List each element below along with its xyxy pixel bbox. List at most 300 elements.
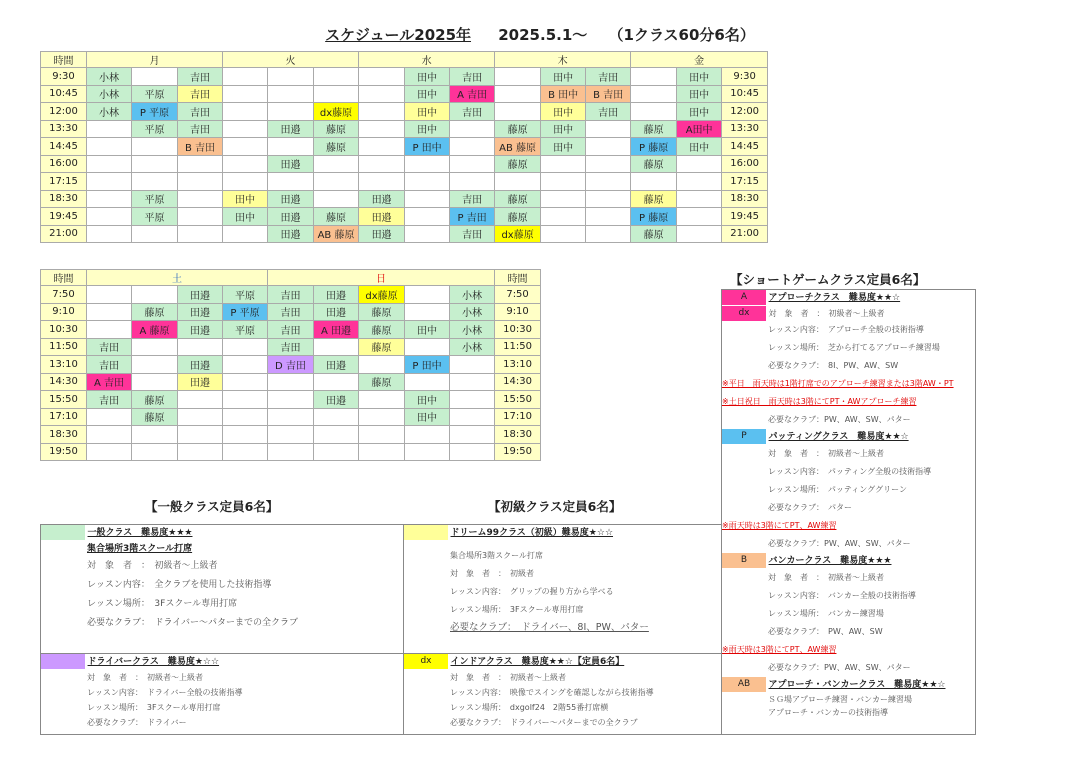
slot-cell	[223, 103, 268, 121]
putting-content: レッスン内容： パッティング全般の技術指導	[768, 467, 932, 476]
schedule-row	[41, 138, 768, 156]
driver-target: 対 象 者 ： 初級者～上級者	[87, 673, 203, 682]
slot-cell	[405, 443, 450, 461]
time-cell-right: 21:00	[722, 225, 768, 243]
time-cell-right: 15:50	[495, 391, 541, 409]
time-cell: 7:50	[41, 286, 87, 304]
slot-cell	[132, 225, 178, 243]
slot-cell: 小林	[87, 85, 132, 103]
slot-cell: 吉田	[268, 286, 314, 304]
dream-class-box	[403, 524, 722, 654]
slot-cell	[541, 173, 586, 191]
slot-cell	[268, 426, 314, 444]
slot-cell	[405, 303, 450, 321]
schedule-row	[41, 85, 768, 103]
slot-cell	[132, 155, 178, 173]
slot-cell	[223, 356, 268, 374]
slot-cell	[87, 303, 132, 321]
slot-cell	[405, 190, 450, 208]
approach-dx-badge: dx	[722, 306, 766, 321]
slot-cell	[268, 173, 314, 191]
slot-cell	[359, 173, 405, 191]
slot-cell: 田中	[405, 85, 450, 103]
slot-cell	[223, 173, 268, 191]
slot-cell: 吉田	[87, 391, 132, 409]
slot-cell: P 平原	[223, 303, 268, 321]
slot-cell	[359, 155, 405, 173]
title-main: スケジュール2025年	[325, 26, 472, 44]
time-cell-right: 19:45	[722, 208, 768, 226]
general-clubs: 必要なクラブ： ドライバー～パターまでの全クラブ	[87, 618, 299, 628]
slot-cell	[132, 443, 178, 461]
slot-cell	[132, 173, 178, 191]
slot-cell: 田邉	[268, 190, 314, 208]
bunker-rain-clubs: 必要なクラブ：PW、AW、SW、パター	[768, 663, 911, 672]
slot-cell: 田邉	[178, 373, 223, 391]
indoor-class-heading: インドアクラス 難易度★★☆【定員6名】	[450, 657, 625, 667]
slot-cell	[268, 443, 314, 461]
slot-cell	[178, 443, 223, 461]
slot-cell	[450, 408, 495, 426]
time-cell-right: 18:30	[495, 426, 541, 444]
slot-cell	[586, 208, 631, 226]
time-cell-right: 19:50	[495, 443, 541, 461]
slot-cell: 藤原	[631, 190, 677, 208]
slot-cell: 田邉	[314, 286, 359, 304]
general-target: 対 象 者 ： 初級者～上級者	[87, 561, 218, 571]
slot-cell: 田邉	[268, 225, 314, 243]
slot-cell	[359, 138, 405, 156]
slot-cell	[495, 85, 541, 103]
slot-cell: 藤原	[495, 190, 541, 208]
slot-cell: 田中	[405, 103, 450, 121]
schedule-row	[41, 225, 768, 243]
schedule-row	[41, 373, 541, 391]
schedule-row	[41, 443, 541, 461]
slot-cell	[586, 138, 631, 156]
slot-cell: 藤原	[631, 120, 677, 138]
time-cell: 10:45	[41, 85, 87, 103]
dream-class-heading: ドリーム99クラス（初級）難易度★☆☆	[450, 528, 614, 538]
time-cell-right: 7:50	[495, 286, 541, 304]
time-cell-right: 9:10	[495, 303, 541, 321]
slot-cell	[223, 338, 268, 356]
bunker-clubs: 必要なクラブ： PW、AW、SW	[768, 627, 883, 636]
slot-cell: 田中	[405, 120, 450, 138]
slot-cell	[359, 120, 405, 138]
schedule-row	[41, 286, 541, 304]
slot-cell: 田中	[223, 208, 268, 226]
slot-cell	[631, 173, 677, 191]
time-cell: 15:50	[41, 391, 87, 409]
slot-cell	[677, 155, 722, 173]
time-cell: 9:30	[41, 68, 87, 86]
slot-cell: 吉田	[586, 68, 631, 86]
slot-cell: 平原	[132, 190, 178, 208]
bunker-target: 対 象 者 ： 初級者～上級者	[768, 573, 884, 582]
slot-cell: 田中	[223, 190, 268, 208]
slot-cell: 田中	[677, 68, 722, 86]
bunker-content: レッスン内容： バンカー全般の技術指導	[768, 591, 916, 600]
slot-cell	[268, 68, 314, 86]
slot-cell: 田中	[677, 103, 722, 121]
slot-cell	[586, 225, 631, 243]
slot-cell: B 吉田	[586, 85, 631, 103]
schedule-row	[41, 408, 541, 426]
title-note: （1クラス60分6名）	[608, 26, 755, 44]
slot-cell: 藤原	[495, 120, 541, 138]
slot-cell: P 平原	[132, 103, 178, 121]
time-cell-right: 11:50	[495, 338, 541, 356]
slot-cell	[314, 68, 359, 86]
slot-cell: 吉田	[450, 225, 495, 243]
slot-cell: A田中	[677, 120, 722, 138]
slot-cell	[178, 155, 223, 173]
slot-cell: 藤原	[314, 208, 359, 226]
slot-cell	[223, 408, 268, 426]
schedule-row	[41, 103, 768, 121]
slot-cell	[541, 208, 586, 226]
slot-cell	[223, 443, 268, 461]
slot-cell	[586, 155, 631, 173]
slot-cell	[450, 120, 495, 138]
indoor-content: レッスン内容： 映像でスイングを確認しながら技術指導	[450, 688, 654, 697]
schedule-row	[41, 426, 541, 444]
slot-cell	[87, 155, 132, 173]
slot-cell: 藤原	[359, 373, 405, 391]
time-cell-right: 18:30	[722, 190, 768, 208]
short-game-section-title: 【ショートゲームクラス定員6名】	[730, 272, 926, 287]
bunker-rain-note: ※雨天時は3階にてPT、AW練習	[722, 645, 837, 654]
slot-cell	[495, 103, 541, 121]
slot-cell: 田中	[405, 408, 450, 426]
slot-cell: 吉田	[178, 68, 223, 86]
slot-cell	[677, 173, 722, 191]
ab-class-heading: アプローチ・バンカークラス 難易度★★☆	[768, 680, 946, 690]
slot-cell	[631, 85, 677, 103]
slot-cell: 藤原	[631, 155, 677, 173]
slot-cell: A 吉田	[450, 85, 495, 103]
time-cell: 21:00	[41, 225, 87, 243]
slot-cell	[178, 208, 223, 226]
slot-cell: P 田中	[405, 356, 450, 374]
slot-cell: dx藤原	[314, 103, 359, 121]
driver-clubs: 必要なクラブ： ドライバー	[87, 718, 187, 727]
slot-cell	[495, 68, 541, 86]
slot-cell: 藤原	[359, 303, 405, 321]
weekend-header-row	[41, 270, 541, 286]
slot-cell	[314, 190, 359, 208]
slot-cell: 吉田	[268, 303, 314, 321]
slot-cell	[495, 173, 541, 191]
slot-cell: 田邉	[268, 120, 314, 138]
slot-cell	[87, 208, 132, 226]
driver-class-box	[40, 653, 404, 735]
putting-rain-clubs: 必要なクラブ：PW、AW、SW、パター	[768, 539, 911, 548]
slot-cell	[268, 103, 314, 121]
slot-cell: dx藤原	[495, 225, 541, 243]
ab-content: アプローチ・バンカーの技術指導	[768, 708, 888, 717]
time-header-right: 時間	[495, 270, 541, 286]
slot-cell: AB 藤原	[314, 225, 359, 243]
slot-cell: 藤原	[132, 391, 178, 409]
slot-cell: 平原	[223, 286, 268, 304]
slot-cell	[223, 85, 268, 103]
slot-cell	[87, 225, 132, 243]
slot-cell	[223, 68, 268, 86]
slot-cell: 吉田	[178, 85, 223, 103]
general-section-title: 【一般クラス定員6名】	[145, 499, 279, 514]
slot-cell: 田邉	[178, 303, 223, 321]
slot-cell: 田邉	[178, 356, 223, 374]
dream-target: 対 象 者 ： 初級者	[450, 569, 534, 578]
approach-rain-clubs: 必要なクラブ：PW、AW、SW、パター	[768, 415, 911, 424]
time-cell: 18:30	[41, 190, 87, 208]
slot-cell	[223, 225, 268, 243]
time-cell-right: 10:30	[495, 321, 541, 339]
slot-cell: B 田中	[541, 85, 586, 103]
slot-cell	[631, 103, 677, 121]
schedule-row	[41, 68, 768, 86]
slot-cell	[586, 190, 631, 208]
schedule-row	[41, 356, 541, 374]
slot-cell: 小林	[87, 103, 132, 121]
slot-cell: AB 藤原	[495, 138, 541, 156]
putting-clubs: 必要なクラブ： パター	[768, 503, 852, 512]
slot-cell	[541, 190, 586, 208]
slot-cell	[359, 85, 405, 103]
slot-cell	[450, 373, 495, 391]
time-cell: 13:10	[41, 356, 87, 374]
slot-cell	[132, 373, 178, 391]
general-content: レッスン内容： 全クラブを使用した技術指導	[87, 580, 272, 590]
slot-cell	[178, 225, 223, 243]
time-header: 時間	[41, 270, 87, 286]
slot-cell	[450, 426, 495, 444]
slot-cell: 藤原	[314, 138, 359, 156]
time-cell: 13:30	[41, 120, 87, 138]
time-cell-right: 12:00	[722, 103, 768, 121]
slot-cell: 吉田	[586, 103, 631, 121]
slot-cell	[178, 338, 223, 356]
time-cell: 11:50	[41, 338, 87, 356]
slot-cell	[223, 138, 268, 156]
short-game-box	[721, 289, 976, 735]
slot-cell	[405, 173, 450, 191]
slot-cell	[178, 426, 223, 444]
ab-place: ＳＧ場アプローチ練習・バンカー練習場	[768, 695, 912, 704]
time-cell: 10:30	[41, 321, 87, 339]
slot-cell	[132, 68, 178, 86]
day-header-sat: 土	[87, 270, 268, 286]
approach-place: レッスン場所： 芝から打てるアプローチ練習場	[768, 343, 940, 352]
slot-cell: 小林	[450, 303, 495, 321]
slot-cell: 藤原	[132, 303, 178, 321]
slot-cell	[87, 190, 132, 208]
slot-cell: 藤原	[495, 155, 541, 173]
slot-cell: 吉田	[87, 356, 132, 374]
day-header-sun: 日	[268, 270, 495, 286]
slot-cell	[223, 155, 268, 173]
schedule-row	[41, 120, 768, 138]
slot-cell	[314, 426, 359, 444]
general-place: レッスン場所： 3Fスクール専用打席	[87, 599, 238, 609]
title-date: 2025.5.1～	[498, 26, 588, 44]
putting-place: レッスン場所： パッティンググリーン	[768, 485, 907, 494]
slot-cell	[586, 120, 631, 138]
slot-cell: P 吉田	[450, 208, 495, 226]
slot-cell	[450, 443, 495, 461]
time-cell: 18:30	[41, 426, 87, 444]
slot-cell	[450, 173, 495, 191]
slot-cell	[450, 391, 495, 409]
beginner-section-title: 【初級クラス定員6名】	[488, 499, 622, 514]
slot-cell	[314, 85, 359, 103]
slot-cell	[132, 356, 178, 374]
slot-cell	[314, 373, 359, 391]
schedule-row	[41, 208, 768, 226]
putting-rain-note: ※雨天時は3階にてPT、AW練習	[722, 521, 837, 530]
slot-cell	[405, 338, 450, 356]
putting-class-heading: パッティングクラス 難易度★★☆	[768, 432, 909, 442]
slot-cell	[132, 338, 178, 356]
schedule-row	[41, 321, 541, 339]
slot-cell: A 吉田	[87, 373, 132, 391]
slot-cell	[223, 391, 268, 409]
putting-badge: P	[722, 429, 766, 444]
slot-cell: A 藤原	[132, 321, 178, 339]
slot-cell	[450, 155, 495, 173]
indoor-clubs: 必要なクラブ： ドライバー～パターまでの全クラブ	[450, 718, 638, 727]
slot-cell: 田邉	[314, 391, 359, 409]
slot-cell	[178, 173, 223, 191]
slot-cell	[359, 356, 405, 374]
slot-cell	[268, 85, 314, 103]
time-cell-right: 16:00	[722, 155, 768, 173]
slot-cell	[359, 391, 405, 409]
schedule-row	[41, 303, 541, 321]
slot-cell: 吉田	[178, 103, 223, 121]
dream-clubs: 必要なクラブ： ドライバー、8I、PW、パター	[450, 622, 649, 633]
general-class-box	[40, 524, 404, 654]
time-cell-right: 14:45	[722, 138, 768, 156]
weekday-body	[41, 68, 768, 243]
slot-cell	[314, 443, 359, 461]
time-cell: 12:00	[41, 103, 87, 121]
slot-cell	[314, 155, 359, 173]
slot-cell	[631, 68, 677, 86]
slot-cell	[405, 208, 450, 226]
slot-cell: 田邉	[268, 208, 314, 226]
slot-cell: D 吉田	[268, 356, 314, 374]
slot-cell: 田邉	[314, 303, 359, 321]
day-header-mon: 月	[87, 52, 223, 68]
slot-cell: 吉田	[268, 338, 314, 356]
slot-cell: 藤原	[314, 120, 359, 138]
slot-cell: 平原	[132, 85, 178, 103]
slot-cell: 田邉	[268, 155, 314, 173]
driver-content: レッスン内容： ドライバー全般の技術指導	[87, 688, 243, 697]
slot-cell	[450, 138, 495, 156]
weekday-schedule-table	[40, 51, 768, 243]
slot-cell	[223, 426, 268, 444]
slot-cell: 藤原	[631, 225, 677, 243]
slot-cell: 平原	[132, 120, 178, 138]
time-cell: 16:00	[41, 155, 87, 173]
slot-cell: 田邉	[178, 286, 223, 304]
slot-cell	[405, 373, 450, 391]
slot-cell	[87, 426, 132, 444]
slot-cell: 田中	[677, 138, 722, 156]
slot-cell	[541, 225, 586, 243]
slot-cell	[87, 286, 132, 304]
slot-cell: P 田中	[405, 138, 450, 156]
slot-cell: 小林	[450, 286, 495, 304]
slot-cell: 吉田	[178, 120, 223, 138]
time-cell: 17:10	[41, 408, 87, 426]
indoor-badge: dx	[404, 654, 448, 669]
general-class-heading: 一般クラス 難易度★★★	[87, 528, 193, 538]
slot-cell: A 田邉	[314, 321, 359, 339]
slot-cell	[87, 443, 132, 461]
indoor-class-box	[403, 653, 722, 735]
time-cell-right: 10:45	[722, 85, 768, 103]
slot-cell: 平原	[223, 321, 268, 339]
schedule-row	[41, 155, 768, 173]
putting-target: 対 象 者 ： 初級者～上級者	[768, 449, 884, 458]
approach-target: 対 象 者 ： 初級者～上級者	[768, 309, 885, 318]
slot-cell: 田邉	[314, 356, 359, 374]
slot-cell	[314, 173, 359, 191]
schedule-row	[41, 391, 541, 409]
dream-place: レッスン場所： 3Fスクール専用打席	[450, 605, 584, 614]
slot-cell: B 吉田	[178, 138, 223, 156]
schedule-row	[41, 173, 768, 191]
slot-cell	[268, 391, 314, 409]
time-cell: 14:30	[41, 373, 87, 391]
day-header-tue: 火	[223, 52, 359, 68]
slot-cell	[178, 391, 223, 409]
slot-cell: 田中	[541, 138, 586, 156]
approach-badge: A	[722, 290, 766, 305]
general-meeting-place: 集合場所3階スクール打席	[87, 544, 193, 554]
slot-cell: 田邉	[178, 321, 223, 339]
dream-meeting-place: 集合場所3階スクール打席	[450, 551, 543, 560]
slot-cell	[677, 225, 722, 243]
driver-class-heading: ドライバークラス 難易度★☆☆	[87, 657, 220, 667]
slot-cell: 田邉	[359, 208, 405, 226]
slot-cell	[87, 408, 132, 426]
page-title	[0, 24, 1080, 45]
bunker-class-heading: バンカークラス 難易度★★★	[768, 556, 892, 566]
slot-cell: 小林	[450, 338, 495, 356]
slot-cell: 吉田	[87, 338, 132, 356]
slot-cell: 田中	[541, 68, 586, 86]
slot-cell	[405, 286, 450, 304]
slot-cell	[677, 190, 722, 208]
time-cell: 19:45	[41, 208, 87, 226]
time-cell: 14:45	[41, 138, 87, 156]
day-header-fri: 金	[631, 52, 768, 68]
slot-cell	[132, 426, 178, 444]
slot-cell: 吉田	[450, 68, 495, 86]
bunker-badge: B	[722, 553, 766, 568]
slot-cell: 吉田	[450, 103, 495, 121]
slot-cell	[178, 408, 223, 426]
slot-cell: 平原	[132, 208, 178, 226]
slot-cell: 藤原	[132, 408, 178, 426]
approach-class-heading: アプローチクラス 難易度★★☆	[768, 293, 901, 303]
